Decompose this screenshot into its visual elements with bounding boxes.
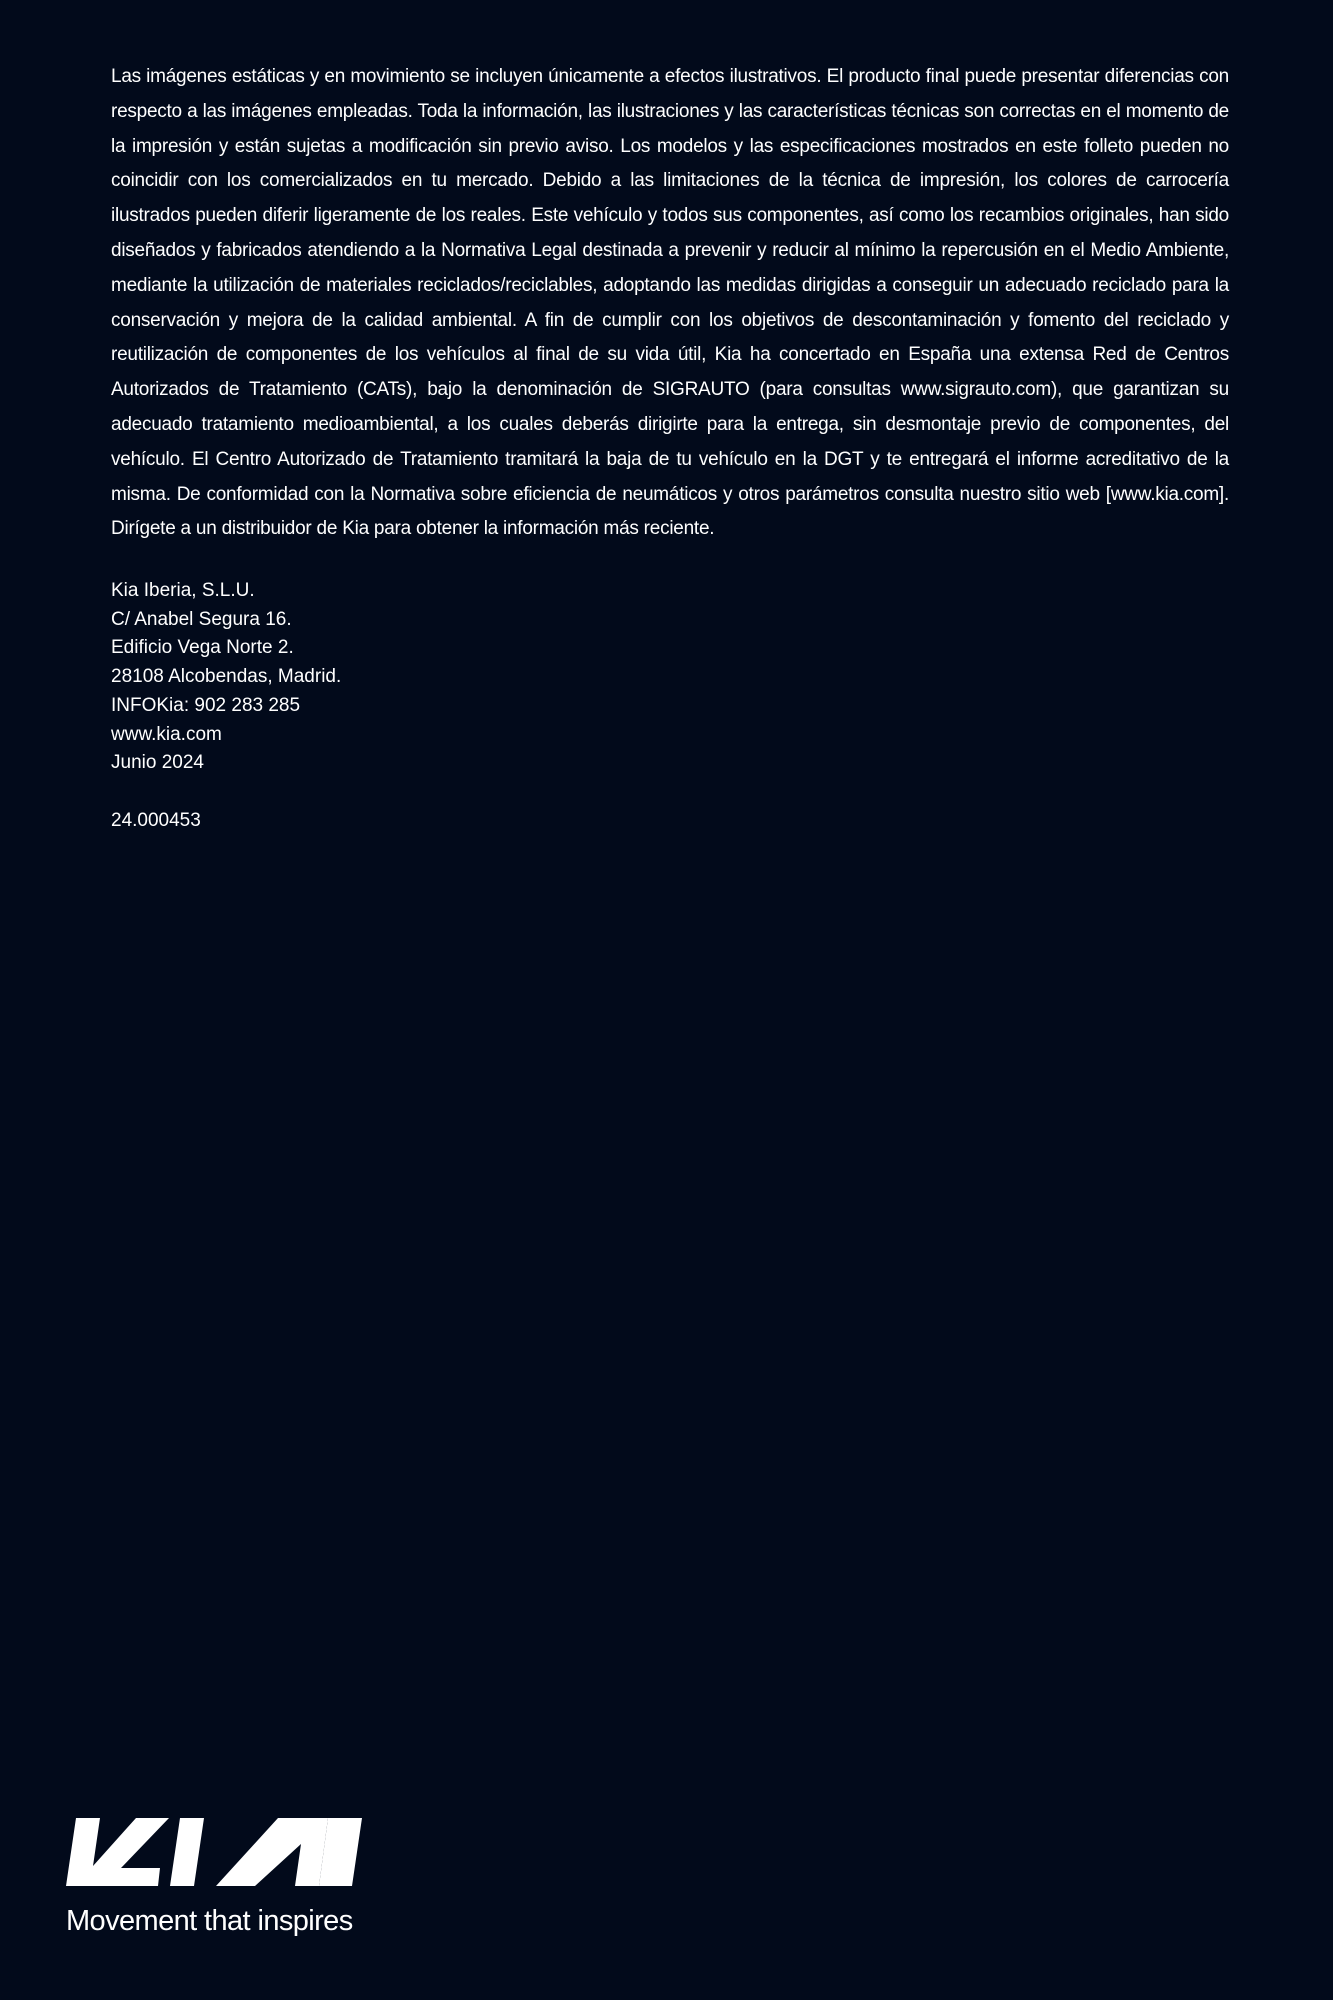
address-street: C/ Anabel Segura 16. xyxy=(111,608,292,630)
reference-code: 24.000453 xyxy=(111,810,201,831)
kia-logo xyxy=(66,1818,362,1888)
company-address xyxy=(111,577,341,778)
address-city: 28108 Alcobendas, Madrid. xyxy=(111,666,342,688)
company-name: Kia Iberia, S.L.U. xyxy=(111,580,255,601)
phone-line: INFOKia: 902 283 285 xyxy=(111,694,301,716)
publication-date: Junio 2024 xyxy=(111,752,204,774)
legal-disclaimer: Las imágenes estáticas y en movimiento se incluyen únicamente a efectos ilustrativos. El producto final puede presentar diferencias con respecto a las imágenes empleadas. Toda la información, las ilustraciones y las características técnicas son correctas en el momento de la impresión y están sujetas a modificación sin previo aviso. Los modelos y las especificaciones mostrados en este folleto pueden no coincidir con los comercializados en tu mercado. Debido a las limitaciones de la técnica de impresión, los colores de carrocería ilustrados pueden diferir ligeramente de los reales. Este vehículo y todos sus componentes, así como los recambios originales, han sido diseñados y fabricados atendiendo a la Normativa Legal destinada a prevenir y reducir al mínimo la repercusión en el Medio Ambiente, mediante la utilización de materiales reciclados/reciclables, adoptando las medidas dirigidas a conseguir un adecuado reciclado para la conservación y mejora de la calidad ambiental. A fin de cumplir con los objetivos de descontaminación y fomento del reciclado y reutilización de componentes de los vehículos al final de su vida útil, Kia ha concertado en España una extensa Red de Centros Autorizados de Tratamiento (CATs), bajo la denominación de SIGRAUTO (para consultas www.sigrauto.com), que garantizan su adecuado tratamiento medioambiental, a los cuales deberás dirigirte para la entrega, sin desmontaje previo de componentes, del vehículo. El Centro Autorizado de Tratamiento tramitará la baja de tu vehículo en la DGT y te entregará el informe acreditativo de la misma. De conformidad con la Normativa sobre eficiencia de neumáticos y otros parámetros consulta nuestro sitio web [www.kia.com]. Dirígete a un distribuidor de Kia para obtener la información más reciente. xyxy=(111,66,1229,540)
address-building: Edificio Vega Norte 2. xyxy=(111,637,294,659)
website-link[interactable]: www.kia.com xyxy=(111,723,222,745)
brand-slogan: Movement that inspires xyxy=(66,1905,353,1937)
